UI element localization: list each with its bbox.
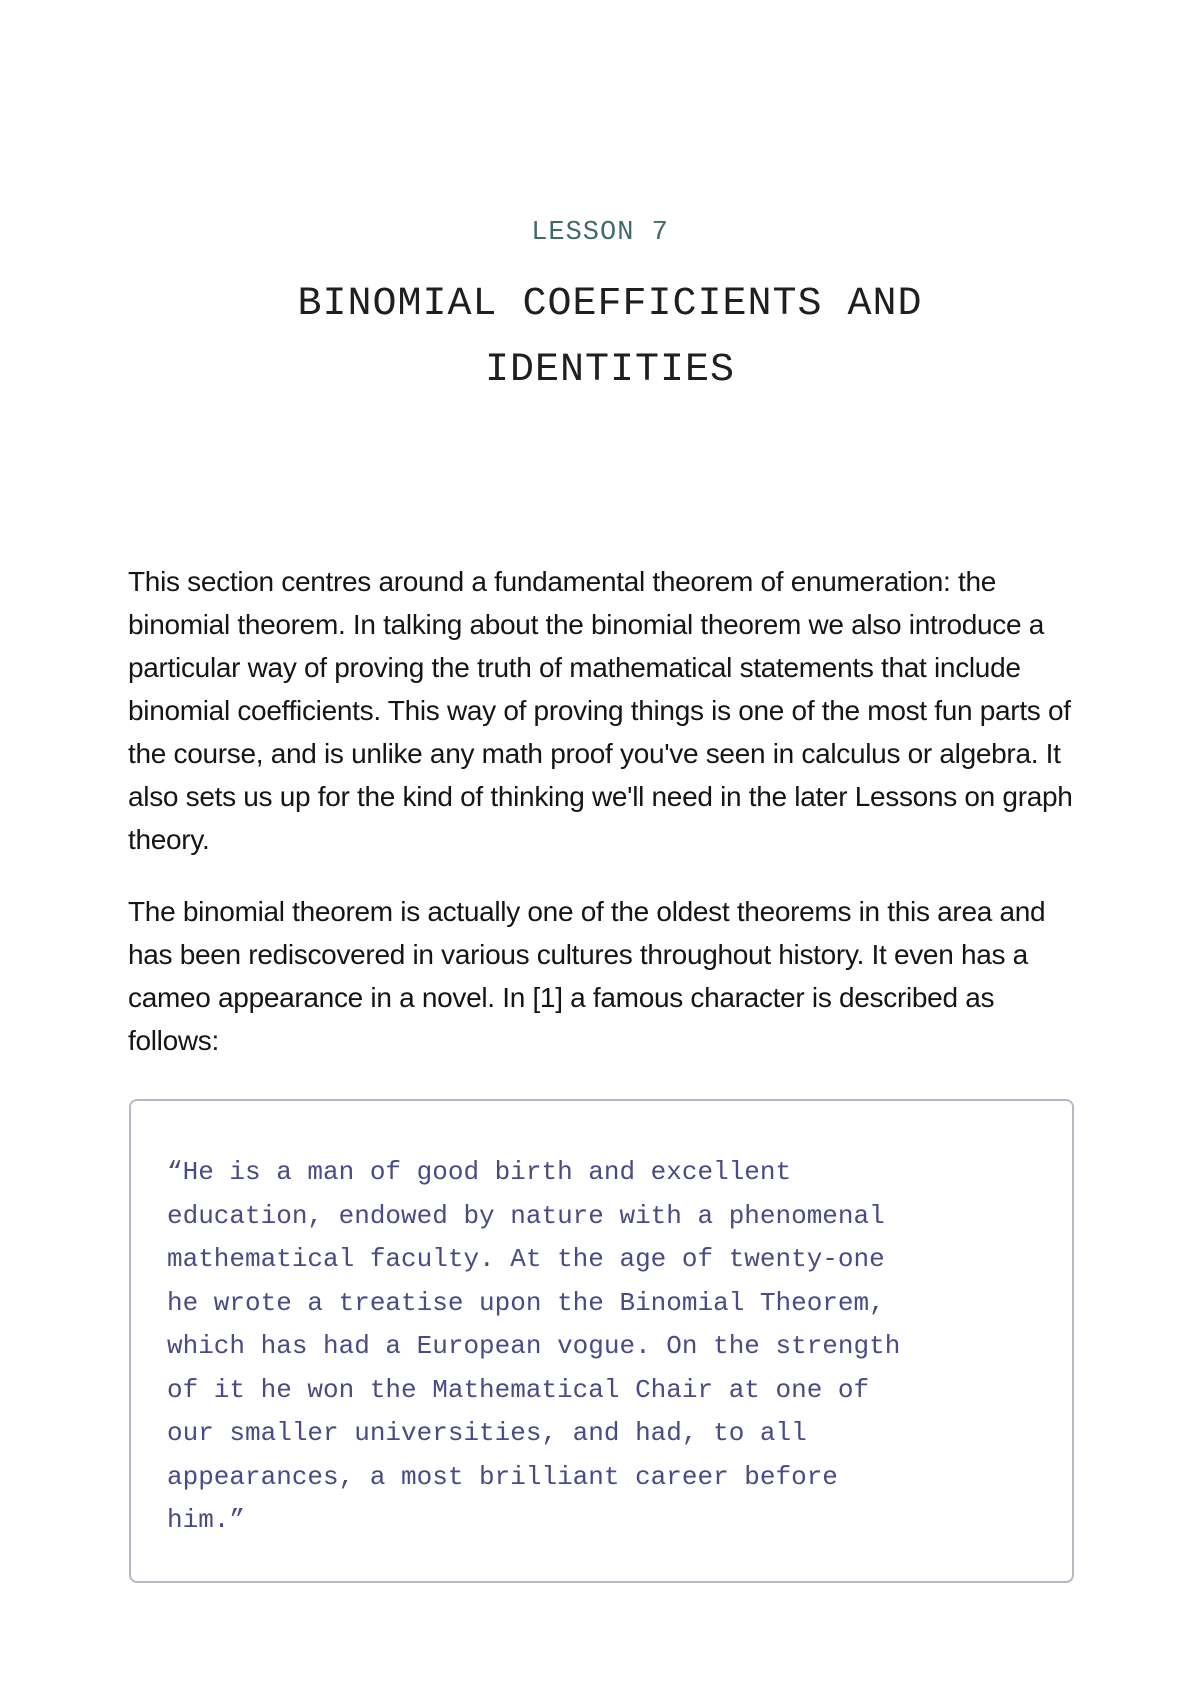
intro-paragraph: This section centres around a fundamental theorem of enumeration: the binomial theorem. In talking about the binomial theorem we also introduce a particular way of proving the truth of mathematical statements that include binomial coefficients. This way of proving things is one of the most fun parts of the course, and is unlike any math proof you've seen in calculus or algebra. It also sets us up for the kind of thinking we'll need in the later Lessons on graph theory. (128, 566, 1073, 855)
lesson-label: LESSON 7 (531, 218, 669, 248)
quote-box (129, 1099, 1074, 1583)
page-title: BINOMIAL COEFFICIENTS AND IDENTITIES (297, 282, 923, 393)
quote-text: “He is a man of good birth and excellent education, endowed by nature with a phenomenal mathematical faculty. At the age of twenty-one he wrote a treatise upon the Binomial Theorem, which has had a European vogue. On the strength of it he won the Mathematical Chair at one of our smaller universities, and had, to all appearances, a most brilliant career before him.” (167, 1157, 901, 1535)
history-paragraph: The binomial theorem is actually one of the oldest theorems in this area and has been rediscovered in various cultures throughout history. It even has a cameo appearance in a novel. In [1] a famous character is described as follows: (128, 896, 1046, 1056)
